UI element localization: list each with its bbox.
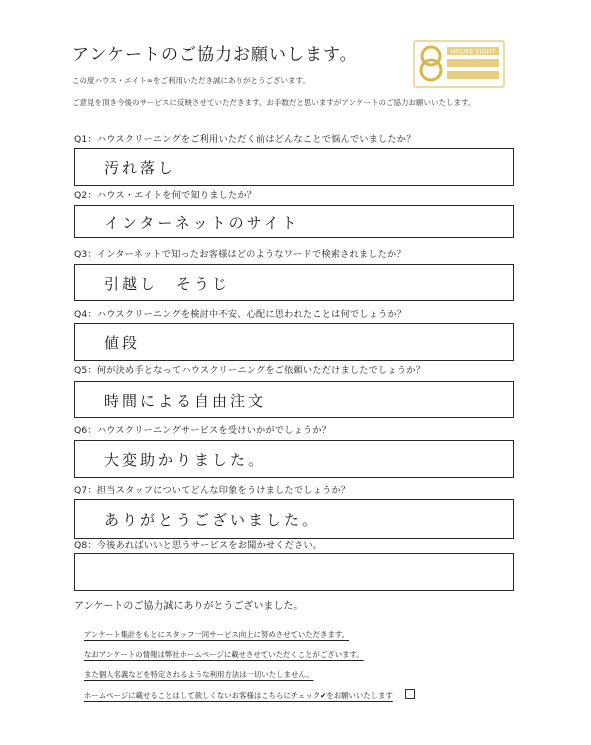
- handwritten-answer-6: 大変助かりました。: [104, 451, 267, 469]
- question-label-1: Q1：ハウスクリーニングをご利用いただく前はどんなことで悩んでいましたか？: [74, 134, 416, 145]
- question-label-4: Q4：ハウスクリーニングを検討中不安、心配に思われたことは何でしょうか？: [74, 309, 407, 320]
- opt-out-checkbox[interactable]: [405, 689, 415, 699]
- question-label-5: Q5：何が決め手となってハウスクリーニングをご依頼いただけましたでしょうか？: [74, 365, 425, 376]
- handwritten-answer-7: ありがとうございました。: [104, 511, 321, 529]
- handwritten-answer-4: 値段: [104, 334, 141, 352]
- answer-box-8[interactable]: [74, 553, 514, 591]
- logo-text: HOUSE EIGHT: [450, 47, 496, 56]
- question-label-8: Q8：今後あればいいと思うサービスをお聞かせください。: [74, 540, 323, 551]
- intro-text-2: ご意見を頂き今後のサービスに反映させていただきます。お手数だと思いますがアンケートのご協力お願いいたします。: [72, 98, 476, 107]
- opt-out-label: ホームページに載せることはして欲しくないお客様はこちらにチェック✔をお願いいたします: [84, 691, 393, 700]
- handwritten-answer-2: インターネットのサイト: [104, 214, 300, 232]
- house-eight-logo: [413, 40, 505, 88]
- question-label-6: Q6：ハウスクリーニングサービスを受けいかがでしょうか？: [74, 425, 332, 436]
- note-line: アンケート集計をもとにスタッフ一同サービス向上に努めさせていただきます。: [84, 630, 350, 639]
- note-line: なおアンケートの情報は弊社ホームページに載せさせていただくことがございます。: [84, 650, 364, 659]
- handwritten-answer-1: 汚れ落し: [104, 159, 177, 177]
- closing-message: アンケートのご協力誠にありがとうございました。: [74, 601, 304, 612]
- handwritten-answer-5: 時間による自由注文: [104, 392, 267, 410]
- question-label-3: Q3：インターネットで知ったお客様はどのようなワードで検索されましたか？: [74, 249, 406, 260]
- note-line-with-checkbox: [84, 689, 415, 701]
- page-title: アンケートのご協力お願いします。: [72, 45, 358, 65]
- handwritten-answer-3: 引越し そうじ: [104, 275, 231, 293]
- question-label-2: Q2：ハウス・エイトを何で知りましたか？: [74, 190, 257, 201]
- question-label-7: Q7：担当スタッフについてどんな印象をうけましたでしょうか？: [74, 485, 351, 496]
- note-line: また個人名義などを特定されるような利用方法は一切いたしません。: [84, 670, 314, 679]
- intro-text-1: この度ハウス・エイト∞をご利用いただき誠にありがとうございます。: [72, 76, 310, 85]
